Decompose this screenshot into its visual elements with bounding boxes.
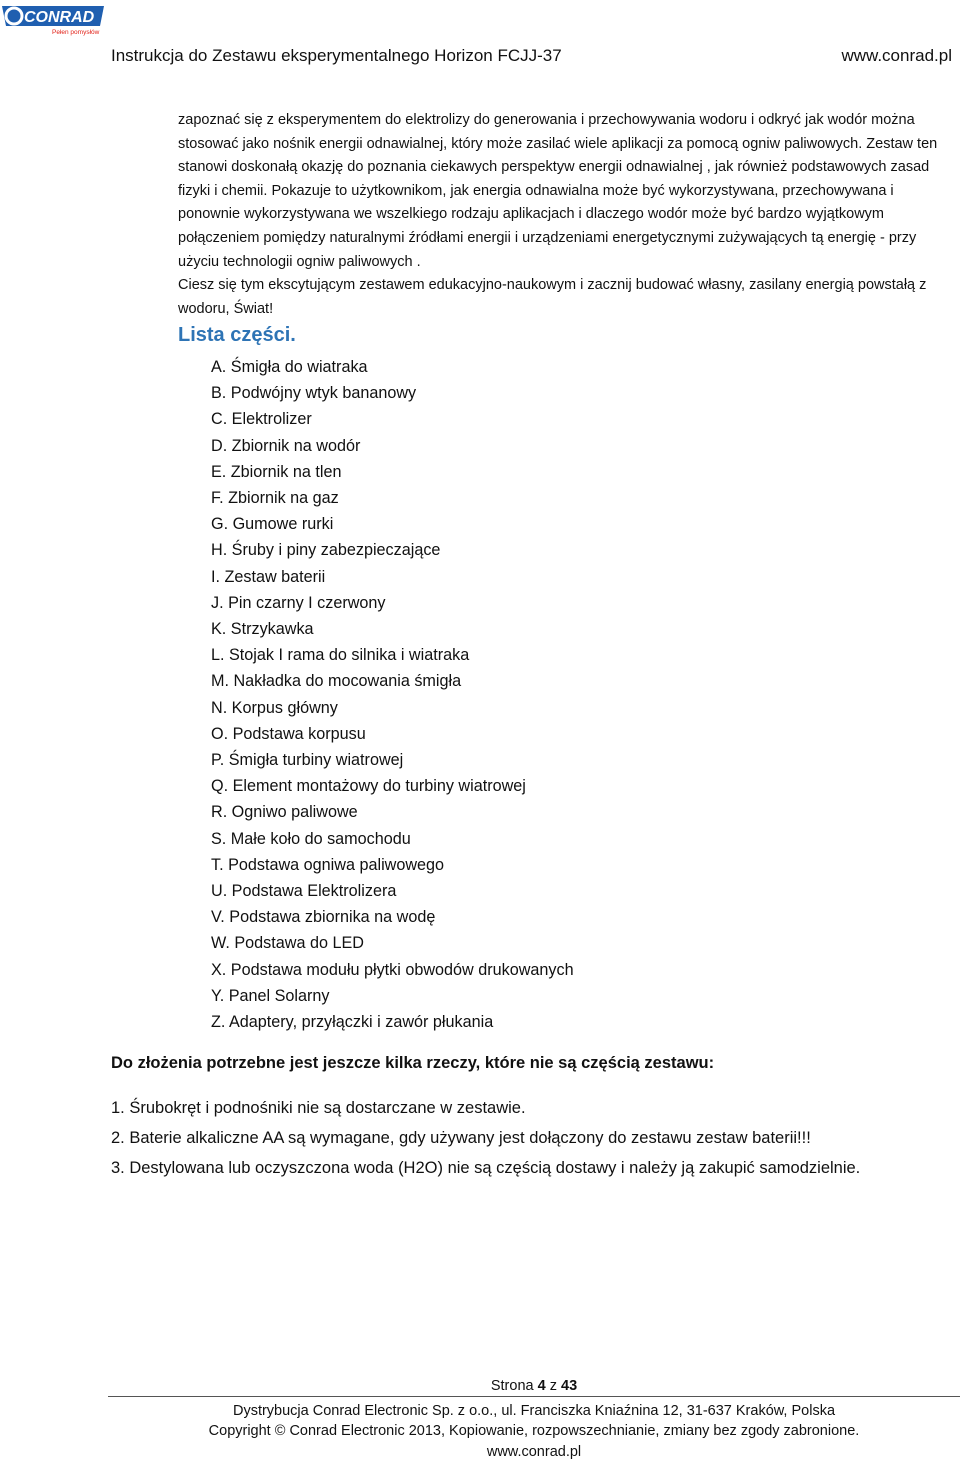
footer-distributor: Dystrybucja Conrad Electronic Sp. z o.o., ul. Franciszka Kniaźnina 12, 31-637 Kraków, Polska [108, 1401, 960, 1422]
list-item: N. Korpus główny [211, 695, 574, 721]
list-item: W. Podstawa do LED [211, 930, 574, 956]
header-site-url: www.conrad.pl [841, 44, 952, 68]
page-number-separator: z [546, 1378, 561, 1394]
list-item: Z. Adaptery, przyłączki i zawór płukania [211, 1009, 574, 1035]
list-item: I. Zestaw baterii [211, 564, 574, 590]
intro-sentence-b: Pokazuje to użytkownikom, jak energia odnawialna może być wykorzystywana, przechowywana i ponownie wykorzystywana we wszelkiego rodzaju aplikacjach i dlaczego wodór może być bardzo wyjątkowym połączeniem pomiędzy naturalnymi źródłami energii i urządzeniami energetycznymi zużywających tą energię - przy użyciu technologii ogniw paliwowych . [178, 183, 916, 270]
list-item: V. Podstawa zbiornika na wodę [211, 904, 574, 930]
page-footer [108, 1376, 960, 1462]
conrad-logo-icon [0, 0, 112, 36]
list-item: Y. Panel Solarny [211, 983, 574, 1009]
footer-copyright: Copyright © Conrad Electronic 2013, Kopiowanie, rozpowszechnianie, zmiany bez zgody zabronione. [108, 1421, 960, 1442]
parts-list-title: Lista części. [178, 324, 296, 347]
list-item: M. Nakładka do mocowania śmigła [211, 668, 574, 694]
list-item: O. Podstawa korpusu [211, 721, 574, 747]
list-item: X. Podstawa modułu płytki obwodów drukowanych [211, 957, 574, 983]
extra-item-3: 3. Destylowana lub oczyszczona woda (H2O) nie są częścią dostawy i należy ją zakupić samodzielnie. [111, 1159, 860, 1178]
list-item: S. Małe koło do samochodu [211, 826, 574, 852]
extra-item-2: 2. Baterie alkaliczne AA są wymagane, gdy używany jest dołączony do zestawu zestaw baterii!!! [111, 1129, 811, 1148]
list-item: P. Śmigła turbiny wiatrowej [211, 747, 574, 773]
document-title: Instrukcja do Zestawu eksperymentalnego Horizon FCJJ-37 [111, 44, 562, 68]
footer-divider [108, 1396, 960, 1397]
list-item: B. Podwójny wtyk bananowy [211, 380, 574, 406]
intro-sentence-a: zapoznać się z eksperymentem do elektrolizy do generowania i przechowywania wodoru i odkryć jak wodór można stosować jako nośnik energii odnawialnej, który może zasilać wiele aplikacji za pomocą ogniw paliwowych. Zestaw ten stanowi doskonałą okazję do poznania ciekawych perspektyw energii odnawialnej , jak również podstawowych zasad fizyki i chemii. [178, 112, 937, 199]
list-item: J. Pin czarny I czerwony [211, 590, 574, 616]
list-item: D. Zbiornik na wodór [211, 433, 574, 459]
page-number-total: 43 [561, 1378, 577, 1394]
list-item: F. Zbiornik na gaz [211, 485, 574, 511]
conrad-logo [0, 0, 112, 36]
list-item: G. Gumowe rurki [211, 511, 574, 537]
intro-paragraph-1 [178, 109, 953, 274]
page-number-current: 4 [538, 1378, 546, 1394]
list-item: Q. Element montażowy do turbiny wiatrowej [211, 773, 574, 799]
logo-brand: CONRAD [24, 9, 95, 26]
list-item: T. Podstawa ogniwa paliwowego [211, 852, 574, 878]
list-item: A. Śmigła do wiatraka [211, 354, 574, 380]
parts-list [211, 354, 574, 1035]
extra-requirements-heading: Do złożenia potrzebne jest jeszcze kilka rzeczy, które nie są częścią zestawu: [111, 1054, 714, 1073]
footer-site-url: www.conrad.pl [108, 1442, 960, 1462]
list-item: E. Zbiornik na tlen [211, 459, 574, 485]
list-item: K. Strzykawka [211, 616, 574, 642]
extra-item-1: 1. Śrubokręt i podnośniki nie są dostarczane w zestawie. [111, 1099, 526, 1118]
list-item: U. Podstawa Elektrolizera [211, 878, 574, 904]
list-item: C. Elektrolizer [211, 406, 574, 432]
list-item: R. Ogniwo paliwowe [211, 799, 574, 825]
page-number [108, 1376, 960, 1397]
page-number-prefix: Strona [491, 1378, 538, 1394]
intro-paragraph-2: Ciesz się tym ekscytującym zestawem edukacyjno-naukowym i zacznij budować własny, zasilany energią powstałą z wodoru, Świat! [178, 274, 953, 321]
list-item: L. Stojak I rama do silnika i wiatraka [211, 642, 574, 668]
list-item: H. Śruby i piny zabezpieczające [211, 537, 574, 563]
intro-text [178, 109, 953, 321]
logo-tagline: Pełen pomysłów [52, 29, 100, 36]
